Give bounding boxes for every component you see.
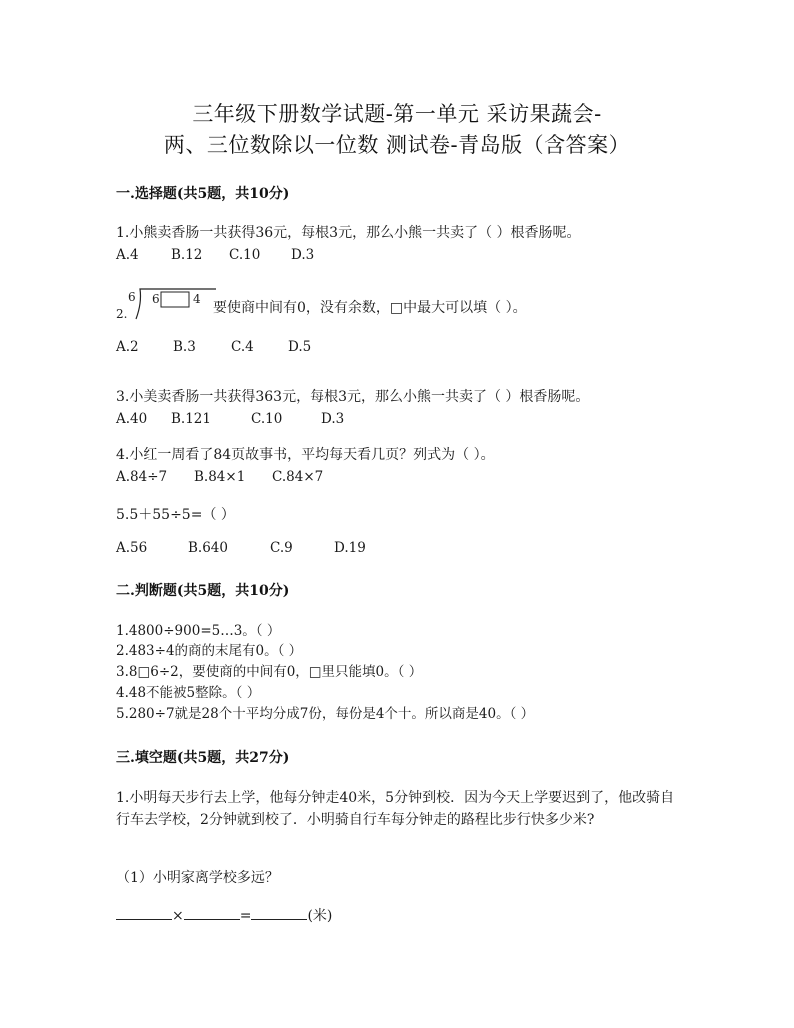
judgment-item: 2.483÷4的商的末尾有0。（ ） — [116, 643, 303, 659]
fill-question-1-sub-1: （1）小明家离学校多远？ — [116, 870, 279, 886]
option: B.640 — [188, 540, 228, 556]
question-1-2: 要使商中间有0，没有余数，□中最大可以填（ ）。 — [213, 300, 527, 316]
option: B.84×1 — [194, 469, 246, 485]
title-line-2: 两、三位数除以一位数 测试卷-青岛版（含答案） — [163, 133, 631, 157]
question-1-3-options — [116, 411, 344, 427]
question-1-1-options — [116, 247, 314, 263]
dividend-digit-left: 6 — [152, 292, 160, 306]
option: B.3 — [173, 339, 196, 355]
question-1-5-options — [116, 540, 366, 556]
section-1-heading: 一.选择题(共5题，共10分) — [116, 186, 290, 202]
section-3-heading: 三.填空题(共5题，共27分) — [116, 750, 290, 766]
option: A.2 — [116, 339, 139, 355]
divisor: 6 — [128, 290, 136, 304]
option: C.10 — [251, 411, 283, 427]
judgment-item: 5.280÷7就是28个十平均分成7份，每份是4个十。所以商是40。（ ） — [116, 706, 535, 722]
blank-box — [161, 292, 189, 307]
option: A.56 — [116, 540, 148, 556]
long-division-figure — [116, 283, 216, 327]
question-1-4-options — [116, 469, 323, 485]
option: D.5 — [288, 339, 312, 355]
option: A.40 — [116, 411, 148, 427]
question-1-3: 3.小美卖香肠一共获得363元，每根3元，那么小熊一共卖了（ ）根香肠呢。 — [116, 389, 590, 405]
option: C.84×7 — [272, 469, 324, 485]
option: D.19 — [334, 540, 366, 556]
judgment-item: 3.8□6÷2，要使商的中间有0，□里只能填0。（ ） — [116, 664, 423, 680]
judgment-item: 1.4800÷900=5…3。（ ） — [116, 623, 281, 639]
equals-sign: = — [239, 908, 252, 924]
answer-blank-1[interactable] — [116, 905, 172, 920]
option: C.4 — [231, 339, 254, 355]
question-1-2-options — [116, 339, 311, 355]
equation-row — [116, 905, 332, 927]
section-2-heading: 二.判断题(共5题，共10分) — [116, 583, 290, 599]
option: A.4 — [116, 247, 139, 263]
option: C.9 — [270, 540, 293, 556]
option: D.3 — [291, 247, 315, 263]
option: C.10 — [229, 247, 261, 263]
question-1-4: 4.小红一周看了84页故事书，平均每天看几页？列式为（ ）。 — [116, 447, 495, 463]
question-1-1: 1.小熊卖香肠一共获得36元，每根3元，那么小熊一共卖了（ ）根香肠呢。 — [116, 225, 581, 241]
division-bracket — [136, 289, 216, 319]
answer-blank-2[interactable] — [184, 905, 240, 920]
long-division-svg — [116, 283, 216, 327]
question-1-5: 5.5＋55÷5=（ ） — [116, 507, 235, 523]
question-number: 2. — [116, 307, 128, 321]
unit-label: (米) — [307, 908, 333, 924]
answer-blank-3[interactable] — [251, 905, 307, 920]
judgment-item: 4.48不能被5整除。（ ） — [116, 685, 261, 701]
fill-question-1: 1.小明每天步行去上学，他每分钟走40米，5分钟到校．因为今天上学要迟到了，他改骑自行车去学校，2分钟就到校了．小明骑自行车每分钟走的路程比步行快多少米? — [116, 790, 675, 828]
dividend-digit-right: 4 — [193, 292, 201, 306]
option: B.12 — [171, 247, 203, 263]
option: D.3 — [321, 411, 345, 427]
title-line-1: 三年级下册数学试题-第一单元 采访果蔬会- — [192, 102, 602, 126]
option: A.84÷7 — [116, 469, 168, 485]
option: B.121 — [171, 411, 211, 427]
times-sign: × — [172, 908, 184, 924]
